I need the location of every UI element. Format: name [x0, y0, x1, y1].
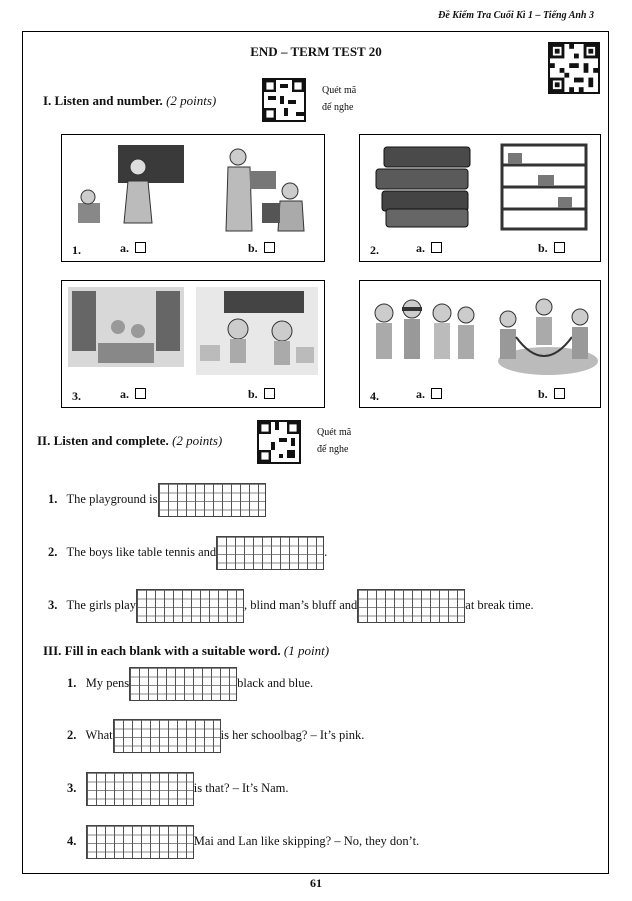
answer-blank[interactable]: [86, 772, 194, 806]
scan-hint: Quét mã để nghe: [322, 85, 357, 113]
fill-item-4: 4. Mai and Lan like skipping? – No, they don’t.: [67, 825, 419, 859]
library-image: [68, 287, 184, 367]
blind-mans-bluff-image: [366, 289, 482, 377]
option-b[interactable]: b.: [538, 241, 565, 256]
page-number: 61: [310, 876, 322, 890]
playground-children-image: [196, 287, 318, 375]
answer-blank[interactable]: [158, 483, 266, 517]
page-header: Đề Kiểm Tra Cuối Kì 1 – Tiếng Anh 3: [438, 10, 594, 21]
checkbox[interactable]: [431, 388, 442, 399]
scan-hint: Quét mã để nghe: [317, 427, 352, 455]
option-a[interactable]: a.: [120, 241, 146, 256]
teacher-classroom-image: [68, 141, 186, 233]
qr-code-icon[interactable]: [548, 42, 600, 94]
answer-blank[interactable]: [357, 589, 465, 623]
skipping-image: [488, 289, 598, 377]
answer-blank[interactable]: [136, 589, 244, 623]
checkbox[interactable]: [431, 242, 442, 253]
checkbox[interactable]: [554, 388, 565, 399]
option-b[interactable]: b.: [248, 387, 275, 402]
option-a[interactable]: a.: [416, 387, 442, 402]
option-a[interactable]: a.: [416, 241, 442, 256]
complete-item-3: 3. The girls play , blind man’s bluff and at break time.: [48, 589, 534, 623]
checkbox[interactable]: [135, 388, 146, 399]
qr-pattern: [550, 44, 598, 92]
qr-code-icon[interactable]: [262, 78, 306, 122]
qr-pattern: [259, 422, 299, 462]
section-3-heading: III. Fill in each blank with a suitable word. (1 point): [43, 643, 330, 658]
books-image: [370, 143, 478, 231]
item-number: 4.: [370, 389, 379, 403]
qr-pattern: [264, 80, 304, 120]
answer-blank[interactable]: [86, 825, 194, 859]
listen-item-2: [359, 134, 601, 262]
listen-item-3: [61, 280, 325, 408]
section-2-heading: II. Listen and complete. (2 points): [37, 433, 223, 448]
test-title: END – TERM TEST 20: [250, 44, 382, 59]
listen-item-4: [359, 280, 601, 408]
fill-item-2: 2. What is her schoolbag? – It’s pink.: [67, 719, 364, 753]
answer-blank[interactable]: [113, 719, 221, 753]
section-1-heading: I. Listen and number. (2 points): [43, 93, 217, 108]
qr-code-icon[interactable]: [257, 420, 301, 464]
bookshelf-image: [498, 141, 590, 233]
item-number: 3.: [72, 389, 81, 403]
answer-blank[interactable]: [216, 536, 324, 570]
item-number: 2.: [370, 243, 379, 257]
complete-item-2: 2. The boys like table tennis and .: [48, 536, 327, 570]
checkbox[interactable]: [264, 242, 275, 253]
checkbox[interactable]: [135, 242, 146, 253]
checkbox[interactable]: [264, 388, 275, 399]
complete-item-1: 1. The playground is: [48, 483, 266, 517]
listen-item-1: [61, 134, 325, 262]
answer-blank[interactable]: [129, 667, 237, 701]
fill-item-3: 3. is that? – It’s Nam.: [67, 772, 289, 806]
checkbox[interactable]: [554, 242, 565, 253]
option-b[interactable]: b.: [248, 241, 275, 256]
option-a[interactable]: a.: [120, 387, 146, 402]
students-books-image: [210, 141, 318, 233]
option-b[interactable]: b.: [538, 387, 565, 402]
fill-item-1: 1. My pens black and blue.: [67, 667, 313, 701]
item-number: 1.: [72, 243, 81, 257]
